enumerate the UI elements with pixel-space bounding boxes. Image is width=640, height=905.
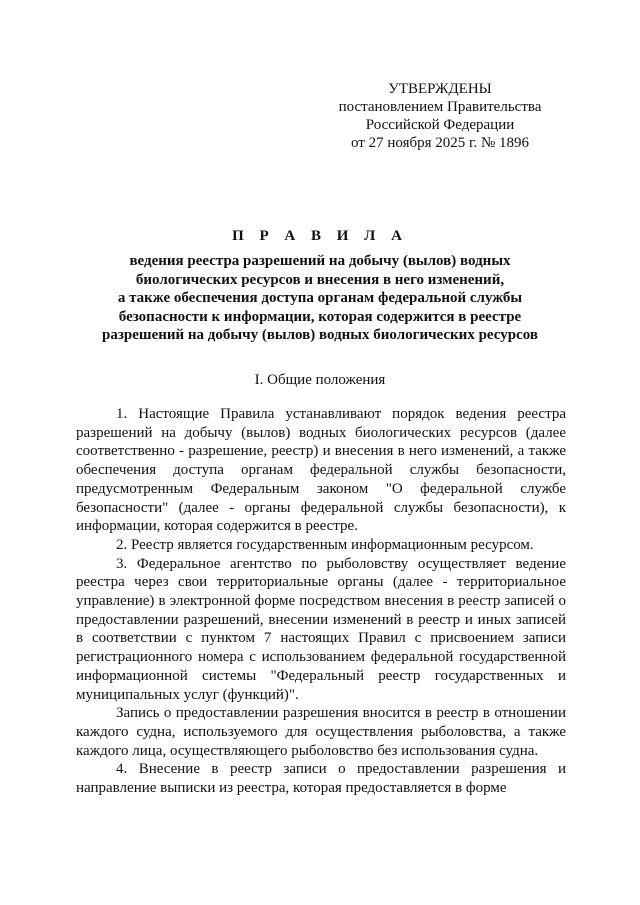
paragraph-4: 4. Внесение в реестр записи о предоставлении разрешения и направление выписки из реестра, которая предоставляется в форме (76, 761, 566, 797)
document-body (76, 405, 566, 798)
document-title (60, 226, 580, 345)
title-line: ведения реестра разрешений на добычу (вылов) водных (129, 253, 511, 269)
title-line: безопасности к информации, которая содержится в реестре (118, 308, 522, 325)
paragraph-1: 1. Настоящие Правила устанавливают порядок ведения реестра разрешений на добычу (вылов) водных биологических ресурсов (далее соответственно - разрешение, реестр) и внесения в него изменений, а также обеспечения доступа органам федеральной службы безопасности, предусмотренным Федеральным законом "О федеральной службе безопасности" (далее - органы федеральной службы безопасности), к информации, которая содержится в реестре. (76, 406, 566, 535)
approved-heading: УТВЕРЖДЕНЫ (388, 81, 492, 97)
paragraph-2: 2. Реестр является государственным информационным ресурсом. (116, 536, 534, 553)
title-line: разрешений на добычу (вылов) водных биологических ресурсов (102, 327, 538, 343)
paragraph-3: 3. Федеральное агентство по рыболовству осуществляет ведение реестра через свои территориальные органы (далее - территориальное управление) в электронной форме посредством внесения в реестр записей о предоставлении разрешений, внесении изменений в реестр и иных записей в соответствии с пунктом 7 настоящих Правил с присвоением записи регистрационного номера с использованием федеральной государственной информационной системы "Федеральный реестр государственных и муниципальных услуг (функций)". (76, 555, 566, 703)
title-subtitle (60, 252, 580, 345)
approved-by-resolution: постановлением Правительства (338, 99, 542, 115)
approved-date-number: от 27 ноября 2025 г. № 1896 (350, 135, 530, 151)
approved-government: Российской Федерации (365, 117, 515, 133)
section-heading: I. Общие положения (254, 372, 386, 388)
title-line: а также обеспечения доступа органам федеральной службы (117, 290, 523, 306)
title-main: П Р А В И Л А (232, 228, 408, 244)
paragraph-3-continued: Запись о предоставлении разрешения вносится в реестр в отношении каждого судна, используемого для осуществления рыболовства, а также каждого лица, осуществляющего рыболовство без использования судна. (76, 705, 566, 759)
title-line: биологических ресурсов и внесения в него изменений, (135, 271, 505, 288)
approval-stamp (320, 80, 560, 152)
